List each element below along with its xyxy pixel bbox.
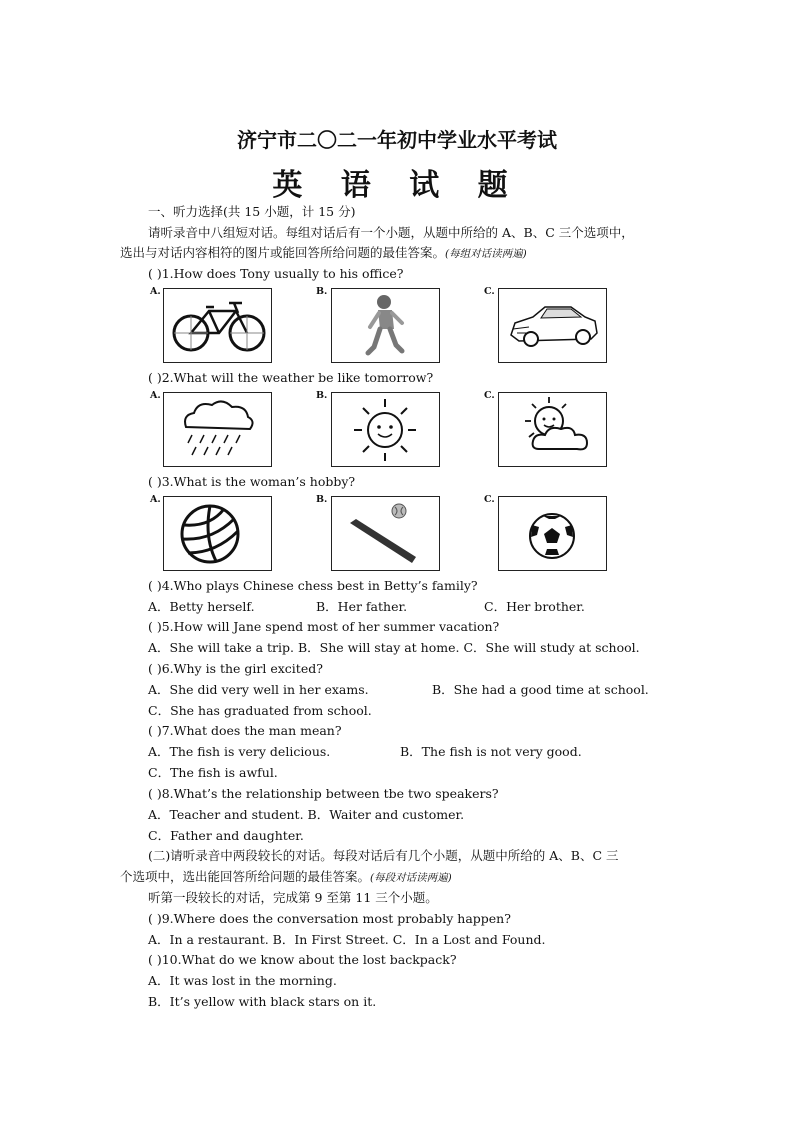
section2-instruction-line3: 听第一段较长的对话，完成第 9 至第 11 三个小题。 xyxy=(148,890,438,905)
q4-option-c: C．Her brother. xyxy=(484,599,585,614)
question-2: ( )2.What will the weather be like tomorrow? xyxy=(148,370,434,385)
q3-option-a-label: A. xyxy=(150,494,161,505)
section2-instruction-line1: (二)请听录音中两段较长的对话。每段对话后有几个小题，从题中所给的 A、B、C 三 xyxy=(148,848,619,863)
q2-option-a-label: A. xyxy=(150,390,161,401)
q1-option-c-label: C. xyxy=(484,286,495,297)
q2-option-c-label: C. xyxy=(484,390,495,401)
question-10: ( )10.What do we know about the lost backpack? xyxy=(148,952,457,967)
walking-boy-image xyxy=(331,288,440,363)
baseball-bat-image xyxy=(331,496,440,571)
exam-title: 济宁市二〇二一年初中学业水平考试 xyxy=(237,128,557,152)
rain-cloud-image xyxy=(163,392,272,467)
sun-image xyxy=(331,392,440,467)
q1-option-b-label: B. xyxy=(316,286,328,297)
car-image xyxy=(498,288,607,363)
q9-options: A．In a restaurant. B．In First Street. C．In a Lost and Found. xyxy=(148,932,546,947)
question-4: ( )4.Who plays Chinese chess best in Betty’s family? xyxy=(148,578,478,593)
q7-option-a: A．The fish is very delicious. xyxy=(148,744,331,759)
bicycle-image xyxy=(163,288,272,363)
q2-option-b-label: B. xyxy=(316,390,328,401)
q4-option-b: B．Her father. xyxy=(316,599,408,614)
section1-instruction-line2 xyxy=(120,245,527,262)
section1-instruction-line1: 请听录音中八组短对话。每组对话后有一个小题，从题中所给的 A、B、C 三个选项中， xyxy=(148,225,634,240)
q7-option-b: B．The fish is not very good. xyxy=(400,744,582,759)
question-9: ( )9.Where does the conversation most probably happen? xyxy=(148,911,511,926)
volleyball-image xyxy=(163,496,272,571)
instruction-note: (每组对话读两遍) xyxy=(445,248,527,260)
question-8: ( )8.What’s the relationship between tbe two speakers? xyxy=(148,786,499,801)
instruction-text: 个选项中，选出能回答所给问题的最佳答案。 xyxy=(120,869,371,884)
exam-subtitle: 英 语 试 题 xyxy=(272,168,522,203)
section1-heading: 一、听力选择(共 15 小题，计 15 分) xyxy=(148,204,356,219)
q3-option-b-label: B. xyxy=(316,494,328,505)
q7-option-c: C．The fish is awful. xyxy=(148,765,278,780)
q10-option-b: B．It’s yellow with black stars on it. xyxy=(148,994,377,1009)
q6-option-b: B．She had a good time at school. xyxy=(432,682,649,697)
q1-option-a-label: A. xyxy=(150,286,161,297)
q8-option-c: C．Father and daughter. xyxy=(148,828,304,843)
instruction-text: 选出与对话内容相符的图片或能回答所给问题的最佳答案。 xyxy=(120,245,446,260)
q6-option-a: A．She did very well in her exams. xyxy=(148,682,369,697)
soccer-ball-image xyxy=(498,496,607,571)
question-6: ( )6.Why is the girl excited? xyxy=(148,661,323,676)
section2-instruction-line2 xyxy=(120,869,452,886)
question-7: ( )7.What does the man mean? xyxy=(148,723,342,738)
sun-cloud-image xyxy=(498,392,607,467)
q3-option-c-label: C. xyxy=(484,494,495,505)
instruction-note: (每段对话读两遍) xyxy=(370,872,452,884)
q4-option-a: A．Betty herself. xyxy=(148,599,255,614)
q5-options: A．She will take a trip. B．She will stay at home. C．She will study at school. xyxy=(148,640,640,655)
q10-option-a: A．It was lost in the morning. xyxy=(148,973,337,988)
question-5: ( )5.How will Jane spend most of her summer vacation? xyxy=(148,619,500,634)
q6-option-c: C．She has graduated from school. xyxy=(148,703,372,718)
question-3: ( )3.What is the woman’s hobby? xyxy=(148,474,356,489)
q8-options-ab: A．Teacher and student. B．Waiter and customer. xyxy=(148,807,465,822)
question-1: ( )1.How does Tony usually to his office? xyxy=(148,266,404,281)
